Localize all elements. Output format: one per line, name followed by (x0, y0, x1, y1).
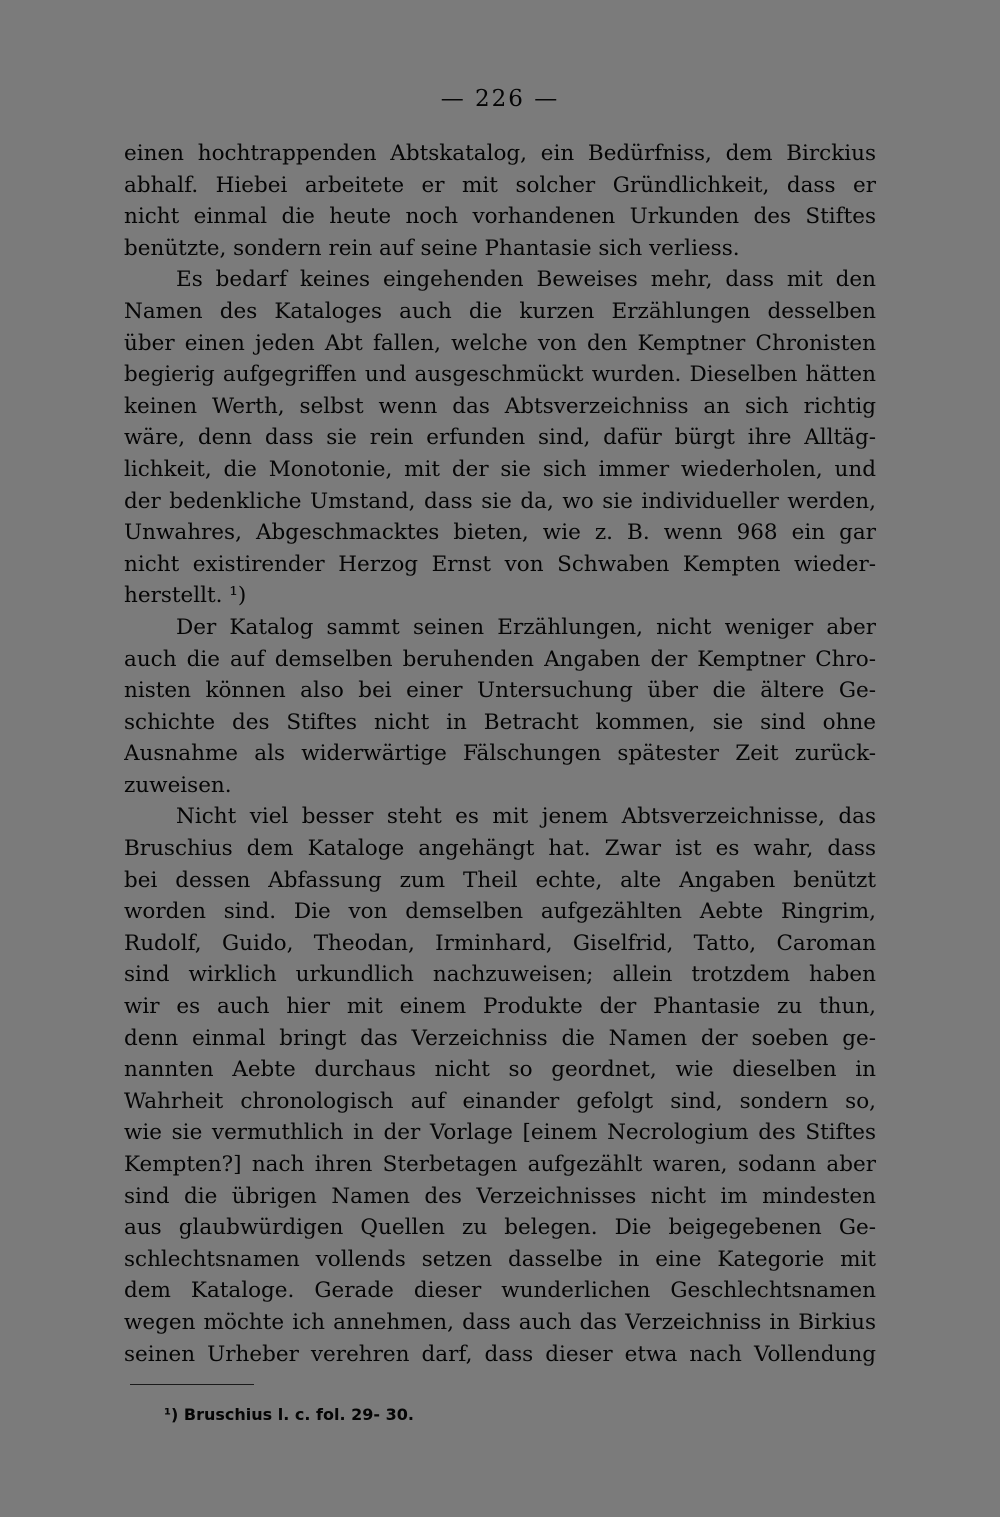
text-line: auch die auf demselben beruhenden Angaben der Kemptner Chro- (124, 646, 876, 672)
text-line: nicht existirender Herzog Ernst von Schwaben Kempten wieder- (124, 551, 876, 577)
text-line: sind die übrigen Namen des Verzeichnisses nicht im mindesten (124, 1183, 876, 1209)
footnote: ¹) Bruschius l. c. fol. 29- 30. (164, 1405, 414, 1424)
text-line: sind wirklich urkundlich nachzuweisen; allein trotzdem haben (124, 962, 876, 988)
text-line: Bruschius dem Kataloge angehängt hat. Zwar ist es wahr, dass (124, 836, 876, 862)
text-line: nicht einmal die heute noch vorhandenen Urkunden des Stiftes (124, 204, 876, 230)
text-line: nannten Aebte durchaus nicht so geordnet, wie dieselben in (124, 1057, 876, 1083)
text-line: der bedenkliche Umstand, dass sie da, wo sie individueller werden, (124, 488, 876, 514)
text-line: schlechtsnamen vollends setzen dasselbe in eine Kategorie mit (124, 1246, 876, 1272)
text-line: Kempten?] nach ihren Sterbetagen aufgezählt waren, sodann aber (124, 1152, 876, 1177)
body-text (124, 138, 876, 1370)
text-line: nisten können also bei einer Untersuchung über die ältere Ge- (124, 678, 876, 704)
text-line: begierig aufgegriffen und ausgeschmückt wurden. Dieselben hätten (124, 362, 876, 388)
text-line: Wahrheit chronologisch auf einander gefolgt sind, sondern so, (124, 1088, 876, 1114)
text-line: schichte des Stiftes nicht in Betracht kommen, sie sind ohne (124, 709, 876, 735)
text-line: wir es auch hier mit einem Produkte der Phantasie zu thun, (124, 994, 876, 1020)
text-line: über einen jeden Abt fallen, welche von den Kemptner Chronisten (124, 330, 876, 356)
text-line: Der Katalog sammt seinen Erzählungen, nicht weniger aber (176, 614, 876, 640)
text-line: abhalf. Hiebei arbeitete er mit solcher Gründlichkeit, dass er (124, 172, 876, 198)
text-line: wäre, denn dass sie rein erfunden sind, dafür bürgt ihre Alltäg- (124, 425, 876, 451)
text-line: lichkeit, die Monotonie, mit der sie sich immer wiederholen, und (124, 456, 876, 482)
text-line: aus glaubwürdigen Quellen zu belegen. Die beigegebenen Ge- (124, 1215, 876, 1241)
text-line: Es bedarf keines eingehenden Beweises mehr, dass mit den (176, 267, 876, 293)
page-number-header: — 226 — (440, 86, 560, 112)
text-line: denn einmal bringt das Verzeichniss die Namen der soeben ge- (124, 1025, 876, 1051)
text-line: Ausnahme als widerwärtige Fälschungen spätester Zeit zurück- (124, 741, 876, 767)
text-line: seinen Urheber verehren darf, dass dieser etwa nach Vollendung (124, 1341, 876, 1367)
text-line: worden sind. Die von demselben aufgezählten Aebte Ringrim, (124, 899, 876, 925)
text-line: dem Kataloge. Gerade dieser wunderlichen Geschlechtsnamen (124, 1278, 876, 1304)
text-line: Unwahres, Abgeschmacktes bieten, wie z. B. wenn 968 ein gar (124, 520, 876, 546)
text-line: bei dessen Abfassung zum Theil echte, alte Angaben benützt (124, 867, 876, 893)
text-line: wegen möchte ich annehmen, dass auch das Verzeichniss in Birkius (124, 1309, 876, 1335)
text-line: herstellt. ¹) (124, 583, 247, 609)
text-line: Rudolf, Guido, Theodan, Irminhard, Giselfrid, Tatto, Caroman (124, 930, 876, 956)
text-line: benützte, sondern rein auf seine Phantasie sich verliess. (124, 235, 740, 261)
footnote-divider (130, 1384, 254, 1385)
text-line: wie sie vermuthlich in der Vorlage [einem Necrologium des Stiftes (124, 1120, 876, 1146)
text-line: zuweisen. (124, 772, 232, 798)
text-line: Namen des Kataloges auch die kurzen Erzählungen desselben (124, 298, 876, 324)
text-line: Nicht viel besser steht es mit jenem Abtsverzeichnisse, das (176, 804, 876, 830)
text-line: einen hochtrappenden Abtskatalog, ein Bedürfniss, dem Birckius (124, 141, 876, 166)
text-line: keinen Werth, selbst wenn das Abtsverzeichniss an sich richtig (124, 393, 876, 419)
